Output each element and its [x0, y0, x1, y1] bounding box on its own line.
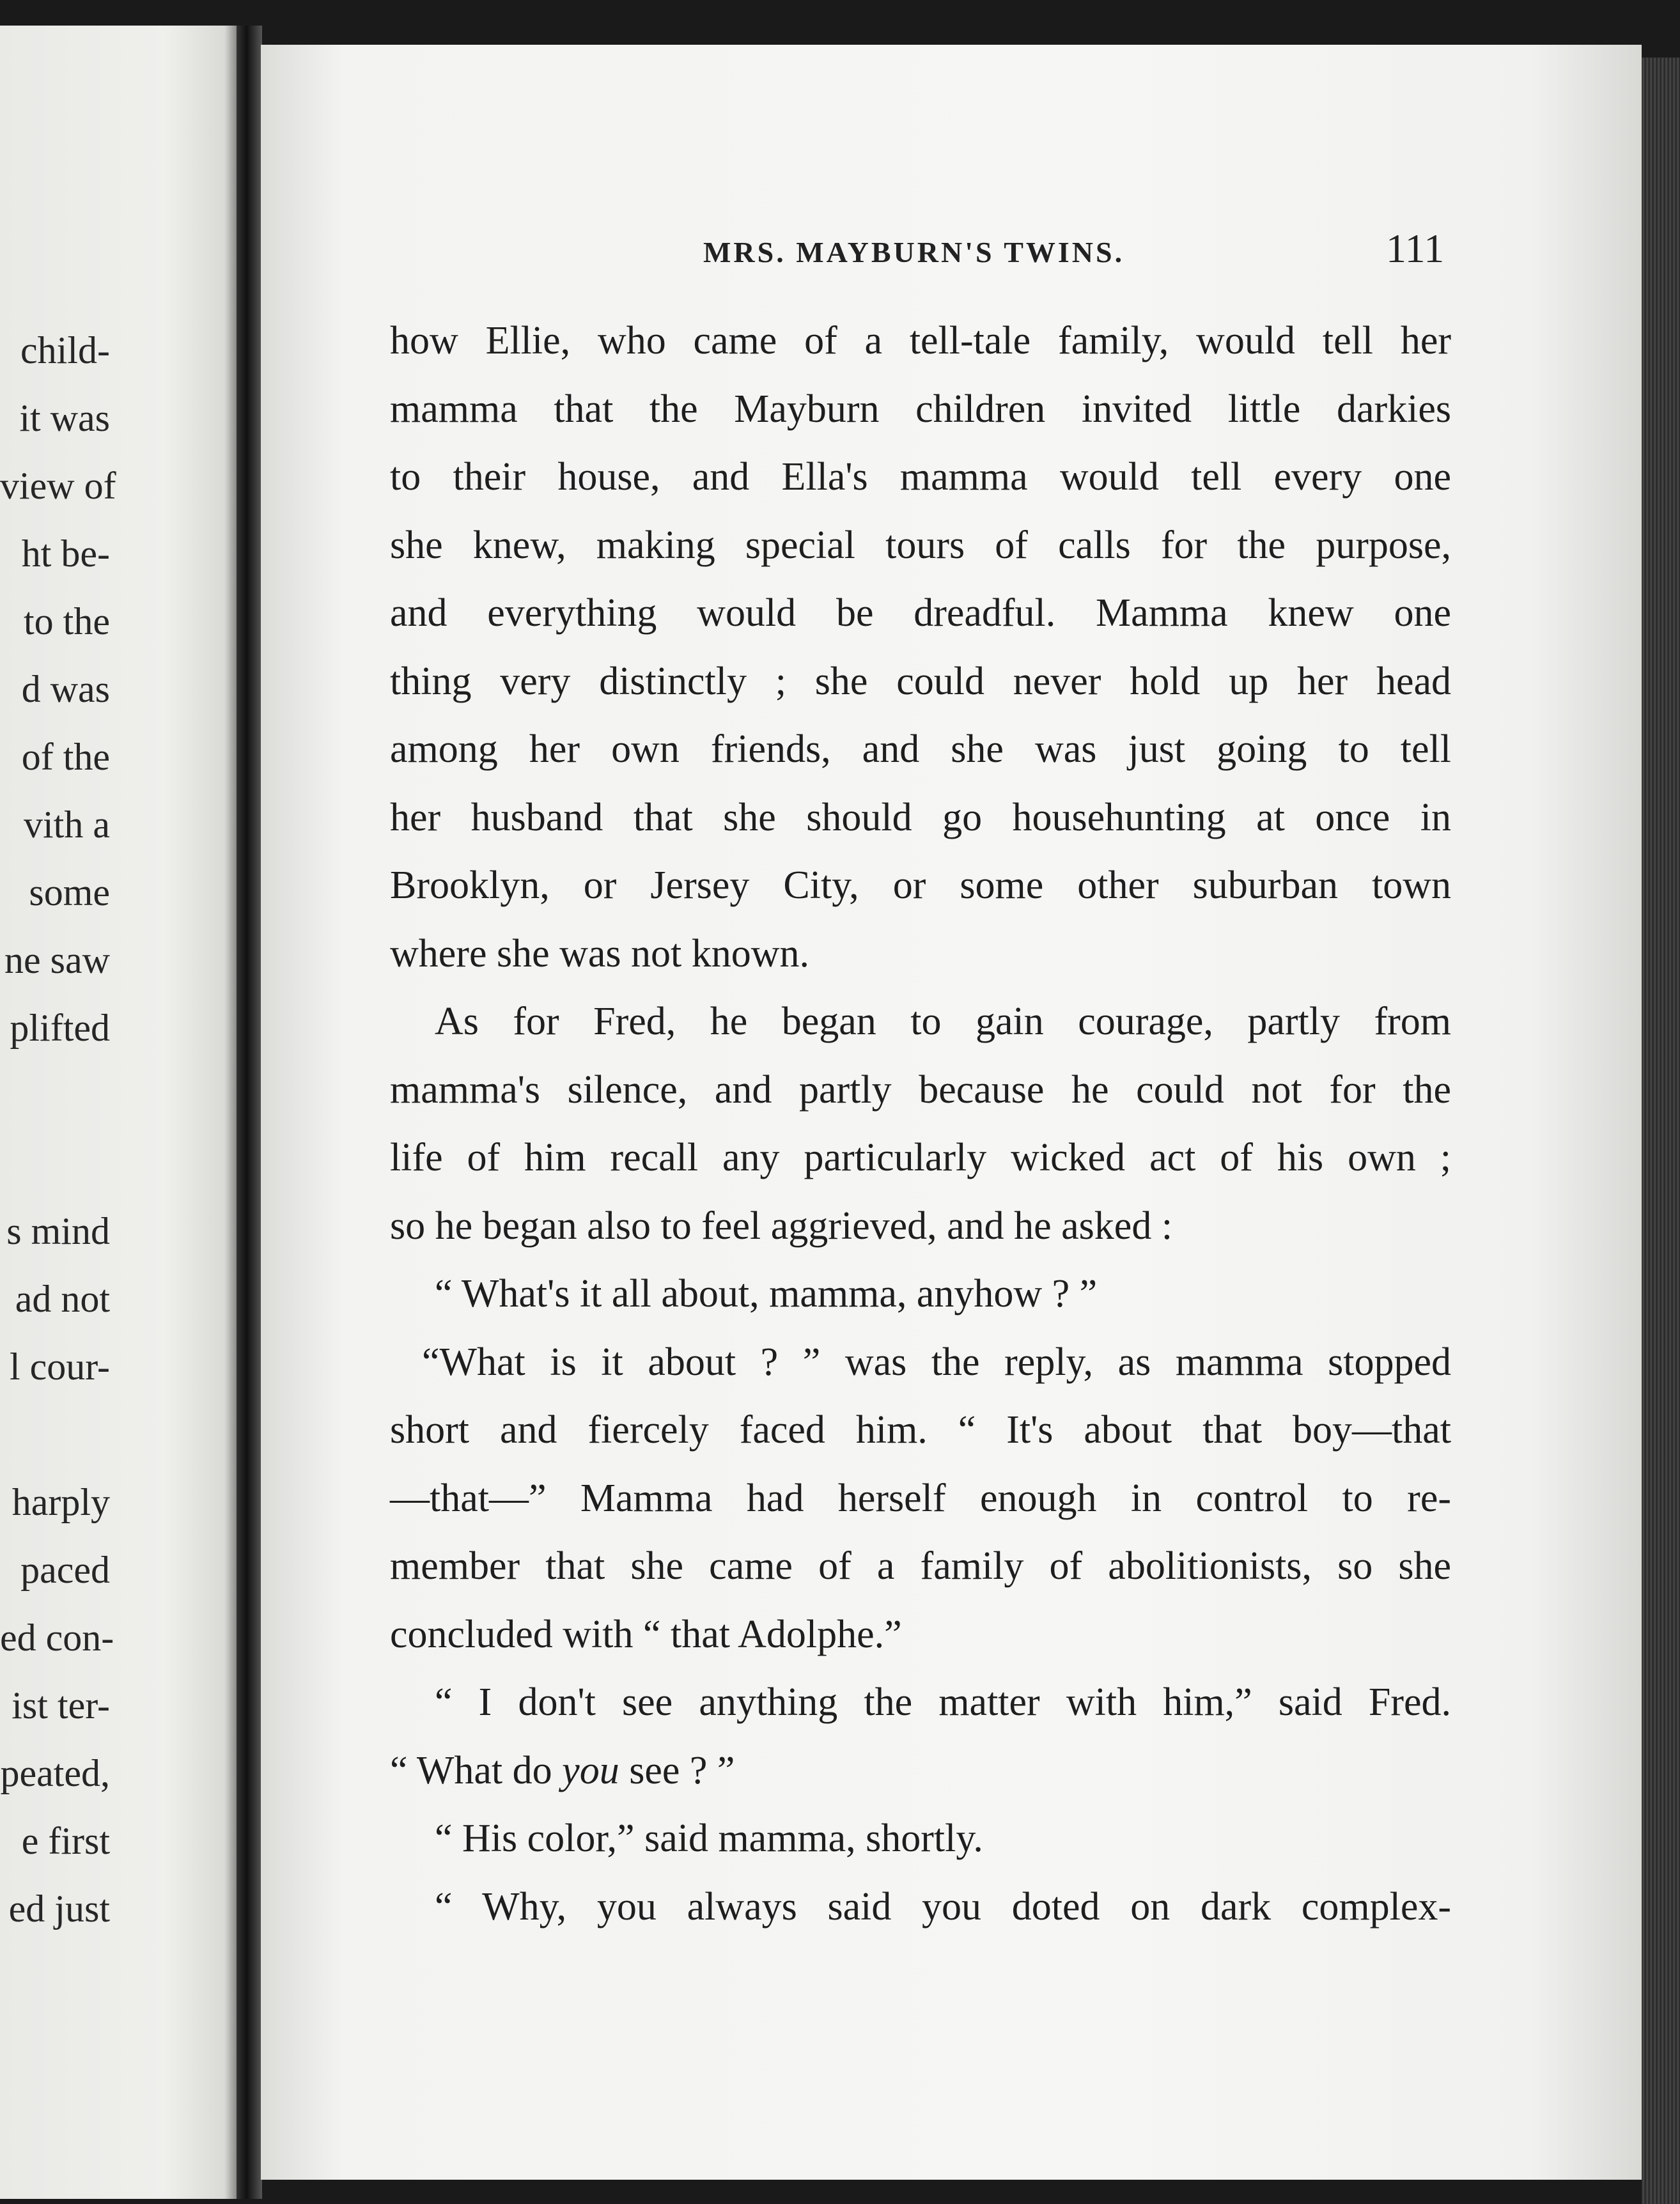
page-number: 111: [1386, 226, 1445, 271]
previous-page-line: peated,: [0, 1752, 110, 1794]
previous-page-line: some: [29, 871, 110, 913]
dialogue-line: “ Why, you always said you doted on dark complex-: [435, 1884, 1451, 1929]
previous-page-line: vith a: [24, 803, 110, 846]
previous-page-line: s mind: [6, 1210, 110, 1252]
previous-page-line: e first: [21, 1820, 110, 1862]
text-line: so he began also to feel aggrieved, and he asked :: [390, 1204, 1173, 1248]
text-line: member that she came of a family of abolitionists, so she: [390, 1544, 1451, 1588]
previous-page-line: ne saw: [4, 939, 110, 981]
previous-page-line: ht be-: [21, 532, 110, 575]
text-line: —that—” Mamma had herself enough in control to re-: [390, 1476, 1451, 1520]
text-line: concluded with “ that Adolphe.”: [390, 1612, 902, 1656]
previous-page-line: it was: [19, 397, 110, 439]
text-line: how Ellie, who came of a tell-tale family, would tell her: [390, 319, 1451, 362]
previous-page-line: paced: [20, 1549, 110, 1591]
text-line: thing very distinctly ; she could never hold up her head: [390, 659, 1451, 703]
dialogue-text: see ? ”: [619, 1748, 735, 1792]
previous-page-line: [0, 1062, 128, 1129]
previous-page-line: to the: [24, 600, 110, 642]
text-line: and everything would be dreadful. Mamma knew one: [390, 591, 1451, 635]
previous-page-line: child-: [20, 329, 110, 371]
text-line: mamma's silence, and partly because he could not for the: [390, 1067, 1451, 1112]
previous-page-line: l cour-: [9, 1346, 110, 1388]
previous-page-line: of the: [21, 736, 110, 778]
previous-page-line: ad not: [15, 1278, 110, 1320]
previous-page-line: ist ter-: [12, 1684, 110, 1727]
previous-page-line: d was: [21, 668, 110, 710]
previous-page: [0, 26, 237, 2199]
page-edges: [1642, 58, 1680, 2204]
previous-page-line: plifted: [10, 1007, 110, 1049]
previous-page-line: ed just: [8, 1888, 110, 1930]
text-line: among her own friends, and she was just going to tell: [390, 727, 1451, 771]
text-line: she knew, making special tours of calls for the purpose,: [390, 523, 1451, 567]
text-line: Brooklyn, or Jersey City, or some other suburban town: [390, 864, 1451, 907]
dialogue-line: [390, 1737, 1451, 1805]
previous-page-line: view of: [0, 465, 116, 507]
text-line: to their house, and Ella's mamma would tell every one: [390, 455, 1451, 499]
previous-page-line: [0, 1401, 128, 1468]
text-line: where she was not known.: [390, 931, 810, 975]
dialogue-line: “ His color,” said mamma, shortly.: [435, 1817, 983, 1860]
emphasized-word: you: [562, 1748, 619, 1792]
page-body: [390, 307, 1451, 1941]
previous-page-line: [0, 1129, 128, 1197]
paragraph-start-line: As for Fred, he began to gain courage, partly from: [435, 1000, 1451, 1043]
previous-page-line: harply: [12, 1481, 110, 1523]
dialogue-line: “ I don't see anything the matter with him,” said Fred.: [435, 1680, 1451, 1724]
previous-page-text: [0, 316, 128, 1943]
text-line: her husband that she should go househunting at once in: [390, 795, 1451, 839]
text-line: life of him recall any particularly wicked act of his own ;: [390, 1136, 1451, 1179]
text-line: short and fiercely faced him. “ It's about that boy—that: [390, 1408, 1451, 1452]
running-head: MRS. MAYBURN'S TWINS.: [703, 236, 1125, 268]
text-line: mamma that the Mayburn children invited little darkies: [390, 387, 1451, 431]
dialogue-line: “ What's it all about, mamma, anyhow ? ”: [435, 1272, 1098, 1315]
previous-page-line: ed con-: [0, 1617, 114, 1659]
dialogue-line: “What is it about ? ” was the reply, as mamma stopped: [422, 1340, 1451, 1384]
dialogue-text: “ What do: [390, 1748, 563, 1792]
book-gutter: [237, 26, 262, 2199]
